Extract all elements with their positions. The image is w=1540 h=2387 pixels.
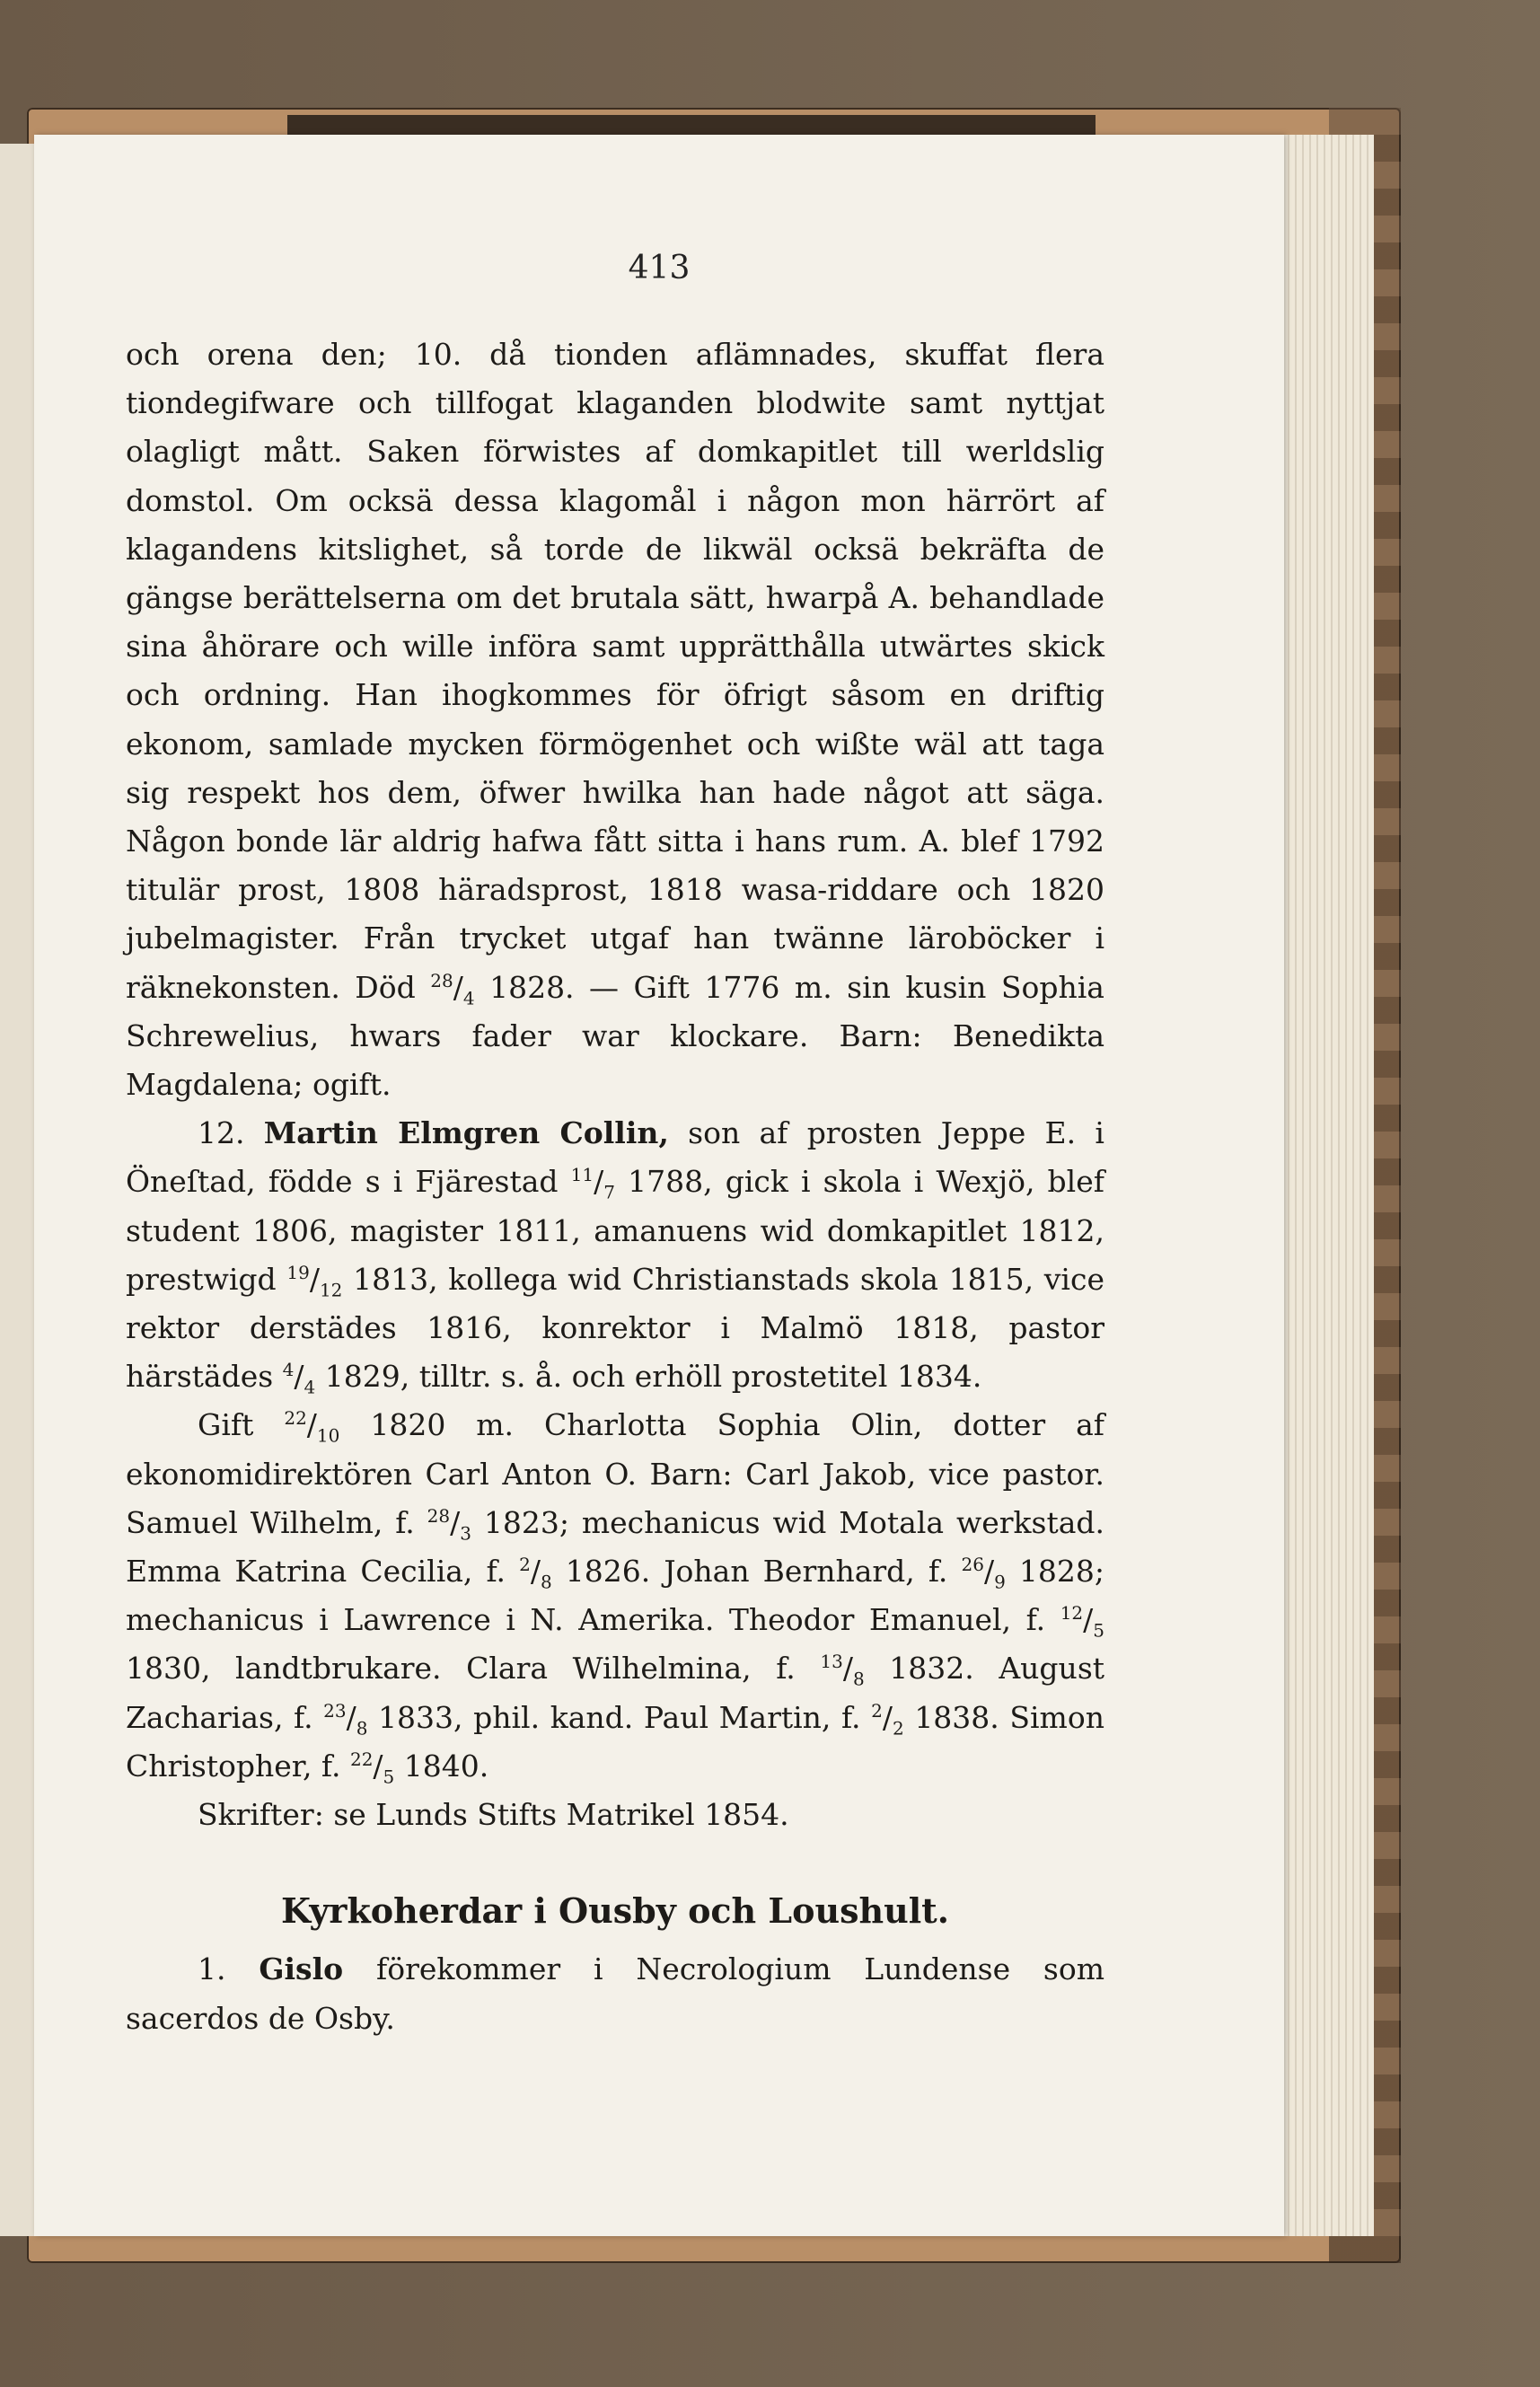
death-date-num: 28: [430, 969, 453, 991]
death-date-den: 4: [462, 987, 475, 1009]
page-number: 413: [628, 250, 691, 286]
left-page-edge: [0, 144, 38, 2236]
skrifter-line: Skrifter: se Lunds Stifts Matrikel 1854.: [198, 1797, 789, 1833]
book-page: [34, 135, 1284, 2236]
page-text: [126, 330, 1104, 2043]
entry-1-name: Gislo: [259, 1951, 344, 1987]
paragraph-continued: och orena den; 10. då tionden aflämnades, skuffat flera tiondegifware och tillfogat klaganden blodwite samt nyttjat olagligt mått. Saken förwistes af domkapitlet till werldslig domstol. Om ocksä dessa klagomål i någon mon härrört af klagandens kitslighet, så torde de likwäl ocksä bekräfta de gängse berättelserna om det brutala sätt, hwarpå A. behandlade sina åhörare och wille införa samt upprätthålla utwärtes skick och ordning. Han ihogkommes för öfrigt såsom en driftig ekonom, samlade mycken förmögenhet och wißte wäl att taga sig respekt hos dem, öfwer hwilka han hade något att säga. Någon bonde lär aldrig hafwa fått sitta i hans rum. A. blef 1792 titulär prost, 1808 häradsprost, 1818 wasa-riddare och 1820 jubelmagister. Från trycket utgaf han twänne läroböcker i räknekonsten. Död $^{28}/_4$ 1828. — Gift 1776 m. sin kusin Sophia Schrewelius, hwars fader war klockare. Barn: Benedikta Magdalena; ogift.: [126, 337, 1104, 1103]
entry-number: 12.: [198, 1115, 245, 1151]
entry-12: 12. Martin Elmgren Collin, son af prosten Jeppe E. i Öneſtad, födde s i Fjärestad $^{11}/_7$ 1788, gick i skola i Wexjö, blef student 1806, magister 1811, amanuens wid domkapitlet 1812, prestwigd $^{19}/_{12}$ 1813, kollega wid Christianstads skola 1815, vice rektor derstädes 1816, konrektor i Malmö 1818, pastor härstädes $^4/_4$ 1829, tilltr. s. å. och erhöll prostetitel 1834.: [126, 1115, 1104, 1398]
entry-name: Martin Elmgren Collin,: [263, 1115, 669, 1151]
page-stack-edges: [1275, 135, 1374, 2236]
section-heading: Kyrkoherdar i Ousby och Loushult.: [281, 1890, 949, 1932]
entry-1: 1. Gislo förekommer i Necrologium Lundense som sacerdos de Osby.: [126, 1951, 1105, 2036]
entry-12-family: Gift $^{22}/_{10}$ 1820 m. Charlotta Sophia Olin, dotter af ekonomidirektören Carl Anton O. Barn: Carl Jakob, vice pastor. Samuel Wilhelm, f. $^{28}/_3$ 1823; mechanicus wid Motala werkstad. Emma Katrina Cecilia, f. $^2/_8$ 1826. Johan Bernhard, f. $^{26}/_9$ 1828; mechanicus i Lawrence i N. Amerika. Theodor Emanuel, f. $^{12}/_5$ 1830, landtbrukare. Clara Wilhelmina, f. $^{13}/_8$ 1832. August Zacharias, f. $^{23}/_8$ 1833, phil. kand. Paul Martin, f. $^2/_2$ 1838. Simon Christopher, f. $^{22}/_5$ 1840.: [126, 1407, 1105, 1788]
cover-top-band: [287, 115, 1096, 135]
